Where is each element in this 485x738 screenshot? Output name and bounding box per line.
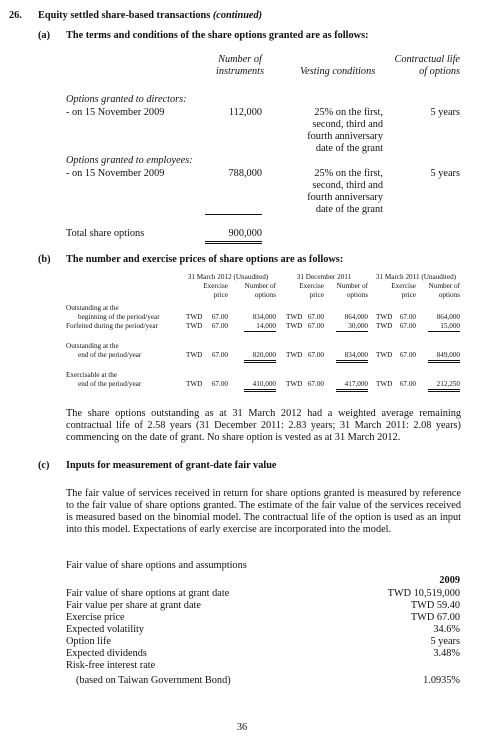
assumption-label-8: (based on Taiwan Government Bond)	[76, 675, 231, 686]
end-p2-currency: TWD	[286, 351, 303, 359]
col-price-2a: Exercise	[299, 282, 324, 290]
directors-vesting-3: fourth anniversary	[307, 131, 383, 142]
subtotal-rule	[205, 214, 262, 215]
forfeited-p1-number: 14,000	[256, 322, 276, 330]
assumption-label-6: Expected dividends	[66, 648, 147, 659]
begin-p1-price: 67.00	[211, 313, 228, 321]
end-rule-1a	[244, 360, 276, 361]
end-p2-price: 67.00	[307, 351, 324, 359]
begin-p3-currency: TWD	[376, 313, 393, 321]
assumption-value-8: 1.0935%	[423, 675, 460, 686]
group-directors: Options granted to directors:	[66, 94, 187, 105]
directors-life: 5 years	[430, 107, 460, 118]
exercisable-p3-currency: TWD	[376, 380, 393, 388]
assumption-label-2: Fair value per share at grant date	[66, 600, 201, 611]
section-c-letter: (c)	[38, 460, 50, 471]
col-number-3a: Number of	[428, 282, 460, 290]
begin-p2-price: 67.00	[307, 313, 324, 321]
col-number-1a: Number of	[244, 282, 276, 290]
exercisable-p1-number: 410,000	[252, 380, 276, 388]
col-header-life-1: Contractual life	[394, 54, 460, 65]
assumption-value-4: 34.6%	[433, 624, 460, 635]
directors-vesting-2: second, third and	[312, 119, 383, 130]
exercisable-rule-2a	[336, 389, 368, 390]
row-exercisable-1: Exercisable at the	[66, 371, 118, 379]
begin-p2-number: 864,000	[344, 313, 368, 321]
assumption-value-6: 3.48%	[433, 648, 460, 659]
section-b-title: The number and exercise prices of share options are as follows:	[66, 254, 344, 265]
exercisable-p2-price: 67.00	[307, 380, 324, 388]
note-title-continued: (continued)	[212, 10, 263, 21]
end-p3-number: 849,000	[436, 351, 460, 359]
assumption-value-1: TWD 10,519,000	[387, 588, 460, 599]
col-price-1a: Exercise	[203, 282, 228, 290]
col-number-1b: options	[254, 291, 276, 299]
assumption-value-2: TWD 59.40	[410, 600, 460, 611]
row-outstanding-begin-2: beginning of the period/year	[78, 313, 160, 321]
employees-grant-date: - on 15 November 2009	[66, 168, 165, 179]
forfeited-p2-currency: TWD	[286, 322, 303, 330]
end-rule-3a	[428, 360, 460, 361]
exercisable-p1-price: 67.00	[211, 380, 228, 388]
note-number: 26.	[9, 10, 22, 21]
end-p2-number: 834,000	[344, 351, 368, 359]
end-rule-3b	[428, 362, 460, 363]
total-rule-2	[205, 243, 262, 244]
forfeited-p3-number: 15,000	[440, 322, 460, 330]
row-outstanding-end-2: end of the period/year	[78, 351, 142, 359]
period-header-2: 31 December 2011	[296, 273, 352, 281]
forfeited-p1-price: 67.00	[211, 322, 228, 330]
begin-p1-currency: TWD	[186, 313, 203, 321]
row-forfeited: Forfeited during the period/year	[66, 322, 159, 330]
col-header-instruments-2: instruments	[215, 66, 265, 77]
section-c-subtitle: Fair value of share options and assumptions	[66, 560, 247, 571]
row-outstanding-begin-1: Outstanding at the	[66, 304, 119, 312]
exercisable-p3-price: 67.00	[399, 380, 416, 388]
forfeited-rule-2	[336, 331, 368, 332]
begin-p1-number: 834,000	[252, 313, 276, 321]
exercisable-rule-1b	[244, 391, 276, 392]
note-title	[38, 10, 262, 22]
begin-p2-currency: TWD	[286, 313, 303, 321]
col-price-2b: price	[309, 291, 324, 299]
directors-grant-date: - on 15 November 2009	[66, 107, 165, 118]
col-number-3b: options	[438, 291, 460, 299]
forfeited-p3-price: 67.00	[399, 322, 416, 330]
section-c-paragraph: The fair value of services received in return for share options granted is measured by reference to the fair value of share options granted. The estimate of the fair value of the services received is measured based on the binomial model. The contractual life of the option is used as an input into this model. Expectations of early exercise are incorporated into the model.	[66, 488, 461, 535]
exercisable-p2-currency: TWD	[286, 380, 303, 388]
directors-number: 112,000	[228, 107, 262, 118]
col-header-life-2: of options	[419, 66, 460, 77]
end-p1-price: 67.00	[211, 351, 228, 359]
exercisable-rule-1a	[244, 389, 276, 390]
col-header-vesting: Vesting conditions	[300, 66, 376, 77]
end-rule-2a	[336, 360, 368, 361]
end-rule-1b	[244, 362, 276, 363]
exercisable-p2-number: 417,000	[344, 380, 368, 388]
page-number: 36	[236, 722, 248, 733]
forfeited-p1-currency: TWD	[186, 322, 203, 330]
employees-vesting-4: date of the grant	[315, 204, 383, 215]
section-b-letter: (b)	[38, 254, 51, 265]
exercisable-p1-currency: TWD	[186, 380, 203, 388]
begin-p3-number: 864,000	[436, 313, 460, 321]
assumption-label-5: Option life	[66, 636, 111, 647]
row-exercisable-2: end of the period/year	[78, 380, 142, 388]
assumption-value-3: TWD 67.00	[410, 612, 460, 623]
employees-vesting-2: second, third and	[312, 180, 383, 191]
exercisable-rule-2b	[336, 391, 368, 392]
forfeited-p2-number: 30,000	[348, 322, 368, 330]
section-b-paragraph: The share options outstanding as at 31 March 2012 had a weighted average remaining contractual life of 2.58 years (31 December 2011: 2.83 years; 31 March 2011: 2.08 years) commencing on the date of grant. No share option is vested as at 31 March 2012.	[66, 408, 461, 443]
assumption-label-7: Risk-free interest rate	[66, 660, 156, 671]
end-p3-price: 67.00	[399, 351, 416, 359]
section-a-title: The terms and conditions of the share options granted are as follows:	[66, 30, 369, 41]
directors-vesting-1: 25% on the first,	[314, 107, 383, 118]
assumptions-year: 2009	[439, 575, 460, 586]
section-c-title: Inputs for measurement of grant-date fair value	[66, 460, 277, 471]
exercisable-p3-number: 212,250	[436, 380, 460, 388]
directors-vesting-4: date of the grant	[315, 143, 383, 154]
forfeited-rule-1	[244, 331, 276, 332]
employees-life: 5 years	[430, 168, 460, 179]
end-p1-number: 820,000	[252, 351, 276, 359]
begin-p3-price: 67.00	[399, 313, 416, 321]
exercisable-rule-3b	[428, 391, 460, 392]
assumption-label-4: Expected volatility	[66, 624, 145, 635]
period-header-1: 31 March 2012 (Unaudited)	[187, 273, 269, 281]
employees-vesting-3: fourth anniversary	[307, 192, 383, 203]
col-price-1b: price	[213, 291, 228, 299]
note-title-text: Equity settled share-based transactions	[38, 10, 211, 21]
col-price-3b: price	[401, 291, 416, 299]
assumption-label-1: Fair value of share options at grant date	[66, 588, 230, 599]
end-p3-currency: TWD	[376, 351, 393, 359]
assumption-label-3: Exercise price	[66, 612, 125, 623]
end-rule-2b	[336, 362, 368, 363]
employees-vesting-1: 25% on the first,	[314, 168, 383, 179]
end-p1-currency: TWD	[186, 351, 203, 359]
col-header-instruments-1: Number of	[218, 54, 262, 65]
forfeited-p2-price: 67.00	[307, 322, 324, 330]
col-number-2b: options	[346, 291, 368, 299]
employees-number: 788,000	[228, 168, 262, 179]
total-rule-1	[205, 241, 262, 242]
forfeited-p3-currency: TWD	[376, 322, 393, 330]
forfeited-rule-3	[428, 331, 460, 332]
assumption-value-5: 5 years	[430, 636, 460, 647]
total-value: 900,000	[228, 228, 262, 239]
period-header-3: 31 March 2011 (Unaudited)	[375, 273, 457, 281]
exercisable-rule-3a	[428, 389, 460, 390]
col-number-2a: Number of	[336, 282, 368, 290]
section-a-letter: (a)	[38, 30, 51, 41]
row-outstanding-end-1: Outstanding at the	[66, 342, 119, 350]
total-label: Total share options	[66, 228, 145, 239]
group-employees: Options granted to employees:	[66, 155, 193, 166]
col-price-3a: Exercise	[391, 282, 416, 290]
